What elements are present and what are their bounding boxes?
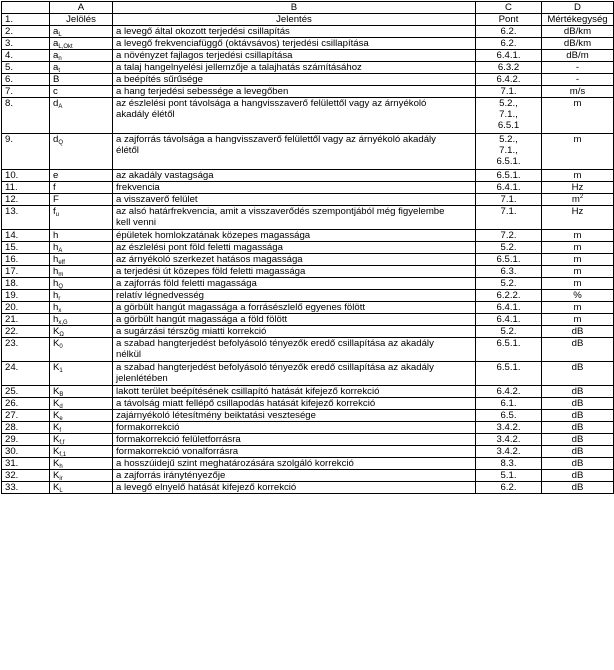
symbol-cell	[50, 86, 113, 98]
table-row	[2, 434, 614, 446]
table-row	[2, 326, 614, 338]
table-row	[2, 410, 614, 422]
unit-cell	[542, 338, 614, 362]
point-cell: 3.4.2.	[476, 434, 542, 446]
symbol-letter: h	[53, 314, 59, 325]
unit-cell	[542, 62, 614, 74]
symbol-subscript: r	[58, 296, 61, 302]
symbol-cell	[50, 266, 113, 278]
column-letter-d: D	[542, 2, 614, 14]
row-number: 21.	[2, 314, 50, 326]
unit-cell	[542, 446, 614, 458]
meaning-cell: formakorrekció	[113, 422, 476, 434]
unit-cell	[542, 86, 614, 98]
meaning-cell: a levegő frekvenciafüggő (oktávsávos) terjedési csillapítása	[113, 38, 476, 50]
meaning-cell: a levegő elnyelő hatását kifejező korrekció	[113, 482, 476, 494]
symbol-subscript: n	[58, 56, 62, 62]
point-cell: 5.2., 7.1., 6.5.1	[476, 98, 542, 134]
symbol-cell	[50, 98, 113, 134]
unit-cell	[542, 242, 614, 254]
point-cell: 6.4.1.	[476, 182, 542, 194]
meaning-cell: zajárnyékoló létesítmény beiktatási vesztesége	[113, 410, 476, 422]
table-row	[2, 266, 614, 278]
table-row	[2, 182, 614, 194]
row-number: 10.	[2, 170, 50, 182]
unit-cell	[542, 362, 614, 386]
symbol-subscript: A	[58, 104, 63, 110]
point-cell: 6.5.1.	[476, 254, 542, 266]
point-cell: 6.3.	[476, 266, 542, 278]
table-row	[2, 278, 614, 290]
row-number: 18.	[2, 278, 50, 290]
unit-cell	[542, 434, 614, 446]
unit-text: dB	[571, 434, 584, 445]
symbol-letter: K	[53, 386, 60, 397]
symbol-cell	[50, 182, 113, 194]
table-row	[2, 50, 614, 62]
meaning-cell: az észlelési pont föld feletti magassága	[113, 242, 476, 254]
symbol-letter: K	[53, 470, 60, 481]
meaning-cell: a terjedési út közepes föld feletti magassága	[113, 266, 476, 278]
unit-text: dB	[571, 326, 584, 337]
symbol-cell	[50, 194, 113, 206]
symbol-letter: a	[53, 62, 59, 73]
meaning-cell: a visszaverő felület	[113, 194, 476, 206]
symbol-subscript: f,1	[59, 452, 67, 458]
unit-cell	[542, 230, 614, 242]
header-symbol: Jelölés	[50, 14, 113, 26]
meaning-cell: az akadály vastagsága	[113, 170, 476, 182]
unit-text: m	[571, 194, 580, 205]
symbol-letter: K	[53, 338, 60, 349]
row-number: 3.	[2, 38, 50, 50]
row-number: 30.	[2, 446, 50, 458]
table-row	[2, 26, 614, 38]
table-row	[2, 386, 614, 398]
symbol-subscript: f	[59, 428, 62, 434]
symbol-subscript: t	[58, 68, 61, 74]
header-row-number: 1.	[2, 14, 50, 26]
unit-cell	[542, 38, 614, 50]
row-number: 11.	[2, 182, 50, 194]
symbol-subscript: ir	[59, 476, 63, 482]
point-cell: 6.4.1.	[476, 314, 542, 326]
unit-text: m	[573, 98, 582, 109]
meaning-cell: a zajforrás távolsága a hangvisszaverő felülettől vagy az árnyékoló akadály élétől	[113, 134, 476, 170]
table-row	[2, 362, 614, 386]
meaning-cell: a talaj hangelnyelési jellemzője a talajhatás számításához	[113, 62, 476, 74]
row-number: 9.	[2, 134, 50, 170]
column-letter-b: B	[113, 2, 476, 14]
point-cell: 7.1.	[476, 86, 542, 98]
symbol-letter: a	[53, 50, 59, 61]
symbol-subscript: Q	[58, 284, 64, 290]
symbol-letter: d	[53, 98, 59, 109]
symbol-subscript: L	[58, 32, 62, 38]
unit-cell	[542, 278, 614, 290]
symbol-letter: K	[53, 482, 60, 493]
unit-text: -	[575, 74, 580, 85]
row-number: 20.	[2, 302, 50, 314]
meaning-cell: az alsó határfrekvencia, amit a visszaverődés szempontjából még figyelembe kell venni	[113, 206, 476, 230]
unit-text: m	[573, 170, 582, 181]
symbol-cell	[50, 290, 113, 302]
unit-superscript: 2	[579, 194, 584, 200]
row-number: 16.	[2, 254, 50, 266]
symbol-cell	[50, 326, 113, 338]
unit-cell	[542, 98, 614, 134]
meaning-cell: a görbült hangút magassága a forrásészlelő egyenes fölött	[113, 302, 476, 314]
symbol-letter: K	[53, 410, 60, 421]
symbol-subscript: m	[58, 272, 64, 278]
unit-text: dB/m	[566, 50, 589, 61]
table-row	[2, 38, 614, 50]
point-cell: 6.1.	[476, 398, 542, 410]
table-row	[2, 254, 614, 266]
point-cell: 5.2.	[476, 326, 542, 338]
symbol-letter: h	[53, 266, 59, 277]
table-row	[2, 302, 614, 314]
point-cell: 5.2., 7.1., 6.5.1.	[476, 134, 542, 170]
table-row	[2, 398, 614, 410]
row-number: 4.	[2, 50, 50, 62]
column-letter-c: C	[476, 2, 542, 14]
unit-cell	[542, 482, 614, 494]
symbol-cell	[50, 206, 113, 230]
meaning-cell: a hang terjedési sebessége a levegőben	[113, 86, 476, 98]
table-row	[2, 98, 614, 134]
point-cell: 6.5.1.	[476, 362, 542, 386]
unit-cell	[542, 302, 614, 314]
point-cell: 6.2.	[476, 26, 542, 38]
unit-cell	[542, 170, 614, 182]
row-number: 7.	[2, 86, 50, 98]
point-cell: 6.4.2.	[476, 74, 542, 86]
symbol-cell	[50, 446, 113, 458]
symbol-subscript: L	[59, 488, 63, 494]
symbol-subscript: eff	[58, 260, 65, 266]
point-cell: 3.4.2.	[476, 422, 542, 434]
row-number: 22.	[2, 326, 50, 338]
symbol-cell	[50, 26, 113, 38]
meaning-cell: frekvencia	[113, 182, 476, 194]
table-row	[2, 458, 614, 470]
table-row	[2, 242, 614, 254]
unit-text: dB	[571, 470, 584, 481]
meaning-cell: a hosszúidejű szint meghatározására szolgáló korrekció	[113, 458, 476, 470]
unit-cell	[542, 74, 614, 86]
unit-cell	[542, 458, 614, 470]
point-cell: 7.1.	[476, 194, 542, 206]
unit-text: dB	[571, 362, 584, 373]
point-cell: 6.5.1.	[476, 338, 542, 362]
symbol-letter: d	[53, 134, 59, 145]
column-letter-a: A	[50, 2, 113, 14]
unit-text: m	[573, 242, 582, 253]
symbol-cell	[50, 362, 113, 386]
meaning-cell: a távolság miatt fellépő csillapodás hatását kifejező korrekció	[113, 398, 476, 410]
unit-text: dB	[571, 458, 584, 469]
unit-text: Hz	[571, 206, 584, 217]
symbol-cell	[50, 482, 113, 494]
point-cell: 6.2.	[476, 38, 542, 50]
symbol-cell	[50, 74, 113, 86]
point-cell: 7.1.	[476, 206, 542, 230]
unit-cell	[542, 50, 614, 62]
symbol-cell	[50, 422, 113, 434]
point-cell: 8.3.	[476, 458, 542, 470]
symbol-letter: B	[53, 74, 60, 85]
symbol-letter: f	[53, 206, 56, 217]
unit-cell	[542, 314, 614, 326]
symbol-cell	[50, 470, 113, 482]
symbol-cell	[50, 302, 113, 314]
unit-text: dB/km	[563, 38, 592, 49]
table-row	[2, 230, 614, 242]
header-point: Pont	[476, 14, 542, 26]
meaning-cell: formakorrekció felületforrásra	[113, 434, 476, 446]
symbol-cell	[50, 434, 113, 446]
unit-cell	[542, 134, 614, 170]
header-meaning: Jelentés	[113, 14, 476, 26]
unit-cell	[542, 194, 614, 206]
symbol-cell	[50, 398, 113, 410]
row-number: 32.	[2, 470, 50, 482]
point-cell: 5.2.	[476, 242, 542, 254]
unit-cell	[542, 254, 614, 266]
table-row	[2, 482, 614, 494]
header-unit: Mértékegység	[542, 14, 614, 26]
symbol-letter: h	[53, 278, 59, 289]
table-row	[2, 338, 614, 362]
table-row	[2, 74, 614, 86]
symbol-letter: e	[53, 170, 59, 181]
meaning-cell: az árnyékoló szerkezet hatásos magassága	[113, 254, 476, 266]
unit-text: m	[573, 254, 582, 265]
unit-cell	[542, 326, 614, 338]
table-row	[2, 134, 614, 170]
unit-cell	[542, 266, 614, 278]
meaning-cell: a szabad hangterjedést befolyásoló tényezők eredő csillapítása az akadály jelenlétében	[113, 362, 476, 386]
symbol-letter: h	[53, 254, 59, 265]
symbol-letter: K	[53, 458, 60, 469]
column-letter-row	[2, 2, 614, 14]
unit-cell	[542, 470, 614, 482]
symbol-subscript: e	[59, 416, 63, 422]
point-cell: 5.2.	[476, 278, 542, 290]
point-cell: 6.2.2.	[476, 290, 542, 302]
symbol-subscript: Ω	[59, 332, 64, 338]
meaning-cell: a sugárzási térszög miatti korrekció	[113, 326, 476, 338]
symbol-subscript: 1	[59, 368, 63, 374]
point-cell: 6.5.	[476, 410, 542, 422]
symbol-letter: K	[53, 434, 60, 445]
symbol-subscript: A	[58, 248, 63, 254]
symbol-cell	[50, 50, 113, 62]
definitions-table	[1, 1, 614, 494]
row-number: 13.	[2, 206, 50, 230]
symbol-cell	[50, 386, 113, 398]
point-cell: 6.4.1.	[476, 50, 542, 62]
symbol-subscript: f,f	[59, 440, 65, 446]
symbol-subscript: d	[59, 404, 63, 410]
table-row	[2, 206, 614, 230]
meaning-cell: a zajforrás föld feletti magassága	[113, 278, 476, 290]
unit-text: dB	[571, 446, 584, 457]
meaning-cell: a görbült hangút magassága a föld fölött	[113, 314, 476, 326]
symbol-cell	[50, 458, 113, 470]
meaning-cell: a szabad hangterjedést befolyásoló tényezők eredő csillapítása az akadály nélkül	[113, 338, 476, 362]
symbol-subscript: L,Okt	[58, 44, 73, 50]
meaning-cell: relatív légnedvesség	[113, 290, 476, 302]
symbol-cell	[50, 314, 113, 326]
symbol-subscript: x	[58, 308, 62, 314]
unit-text: dB/km	[563, 26, 592, 37]
row-number: 17.	[2, 266, 50, 278]
row-number: 23.	[2, 338, 50, 362]
symbol-cell	[50, 278, 113, 290]
point-cell: 6.2.	[476, 482, 542, 494]
row-number: 24.	[2, 362, 50, 386]
header-row	[2, 14, 614, 26]
symbol-letter: K	[53, 422, 60, 433]
unit-text: m	[573, 230, 582, 241]
corner-cell	[2, 2, 50, 14]
unit-text: dB	[571, 338, 584, 349]
unit-cell	[542, 182, 614, 194]
row-number: 5.	[2, 62, 50, 74]
table-row	[2, 446, 614, 458]
unit-text: %	[573, 290, 582, 301]
unit-text: dB	[571, 398, 584, 409]
unit-cell	[542, 386, 614, 398]
table-row	[2, 470, 614, 482]
symbol-cell	[50, 254, 113, 266]
meaning-cell: épületek homlokzatának közepes magassága	[113, 230, 476, 242]
meaning-cell: a növényzet fajlagos terjedési csillapítása	[113, 50, 476, 62]
symbol-letter: h	[53, 302, 59, 313]
row-number: 19.	[2, 290, 50, 302]
row-number: 25.	[2, 386, 50, 398]
unit-cell	[542, 206, 614, 230]
point-cell: 7.2.	[476, 230, 542, 242]
row-number: 27.	[2, 410, 50, 422]
table-row	[2, 290, 614, 302]
row-number: 12.	[2, 194, 50, 206]
table-row	[2, 422, 614, 434]
row-number: 2.	[2, 26, 50, 38]
table-row	[2, 314, 614, 326]
row-number: 29.	[2, 434, 50, 446]
symbol-letter: c	[53, 86, 58, 97]
symbol-subscript: h	[59, 464, 63, 470]
table-row	[2, 86, 614, 98]
table-row	[2, 62, 614, 74]
point-cell: 6.3.2	[476, 62, 542, 74]
symbol-subscript: Q	[58, 140, 64, 146]
symbol-subscript: u	[55, 212, 60, 218]
meaning-cell: a zajforrás iránytényezője	[113, 470, 476, 482]
meaning-cell: a levegő által okozott terjedési csillapítás	[113, 26, 476, 38]
row-number: 15.	[2, 242, 50, 254]
row-number: 8.	[2, 98, 50, 134]
symbol-subscript: B	[59, 392, 64, 398]
symbol-letter: K	[53, 362, 60, 373]
unit-text: dB	[571, 386, 584, 397]
point-cell: 3.4.2.	[476, 446, 542, 458]
unit-text: dB	[571, 482, 584, 493]
symbol-cell	[50, 38, 113, 50]
meaning-cell: lakott terület beépítésének csillapító hatását kifejező korrekció	[113, 386, 476, 398]
meaning-cell: az észlelési pont távolsága a hangvisszaverő felülettől vagy az árnyékoló akadály élétől	[113, 98, 476, 134]
symbol-letter: a	[53, 38, 59, 49]
symbol-letter: f	[53, 182, 56, 193]
point-cell: 6.5.1.	[476, 170, 542, 182]
symbol-letter: K	[53, 398, 60, 409]
symbol-letter: h	[53, 290, 59, 301]
row-number: 28.	[2, 422, 50, 434]
symbol-cell	[50, 338, 113, 362]
unit-text: m	[573, 314, 582, 325]
symbol-cell	[50, 62, 113, 74]
row-number: 26.	[2, 398, 50, 410]
unit-text: Hz	[571, 182, 584, 193]
point-cell: 5.1.	[476, 470, 542, 482]
point-cell: 6.4.2.	[476, 386, 542, 398]
unit-text: dB	[571, 422, 584, 433]
symbol-letter: F	[53, 194, 59, 205]
unit-cell	[542, 26, 614, 38]
unit-text: m/s	[569, 86, 586, 97]
meaning-cell: a beépítés sűrűsége	[113, 74, 476, 86]
table-row	[2, 194, 614, 206]
row-number: 14.	[2, 230, 50, 242]
unit-text: -	[575, 62, 580, 73]
unit-text: m	[573, 302, 582, 313]
symbol-letter: K	[53, 446, 60, 457]
symbol-cell	[50, 410, 113, 422]
unit-cell	[542, 422, 614, 434]
symbol-cell	[50, 170, 113, 182]
unit-text: m	[573, 278, 582, 289]
symbol-cell	[50, 242, 113, 254]
symbol-letter: K	[53, 326, 60, 337]
unit-text: m	[573, 134, 582, 145]
unit-cell	[542, 398, 614, 410]
symbol-cell	[50, 134, 113, 170]
row-number: 33.	[2, 482, 50, 494]
row-number: 31.	[2, 458, 50, 470]
symbol-subscript: 0	[59, 344, 63, 350]
symbol-letter: h	[53, 230, 59, 241]
symbol-cell	[50, 230, 113, 242]
table-row	[2, 170, 614, 182]
unit-text: dB	[571, 410, 584, 421]
symbol-letter: a	[53, 26, 59, 37]
meaning-cell: formakorrekció vonalforrásra	[113, 446, 476, 458]
unit-cell	[542, 290, 614, 302]
symbol-letter: h	[53, 242, 59, 253]
point-cell: 6.4.1.	[476, 302, 542, 314]
unit-text: m	[573, 266, 582, 277]
symbol-subscript: x,G	[58, 320, 68, 326]
row-number: 6.	[2, 74, 50, 86]
unit-cell	[542, 410, 614, 422]
